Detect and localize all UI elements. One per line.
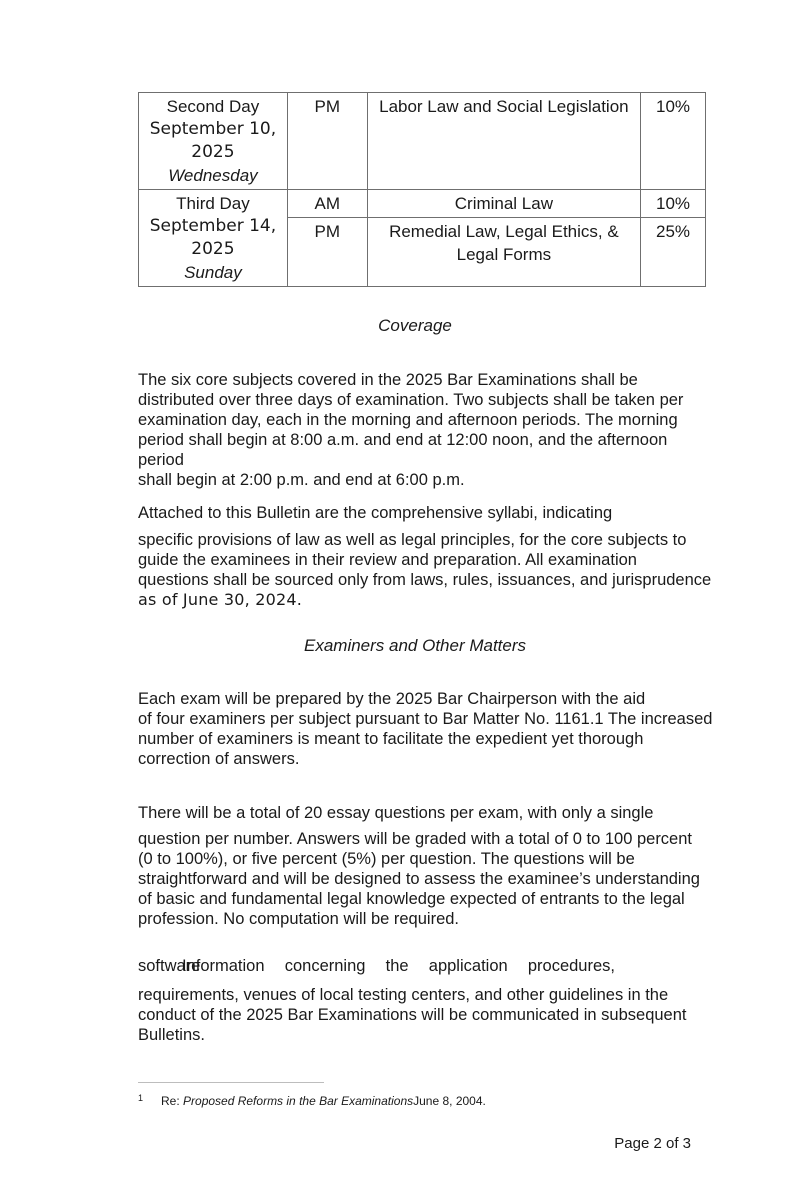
page-number: Page 2 of 3 (614, 1135, 691, 1152)
day-weekday: Wednesday (168, 166, 258, 185)
text-line: distributed over three days of examination. Two subjects shall be taken per (138, 391, 684, 409)
justified-line (138, 957, 615, 976)
overlapping-word: software (138, 957, 201, 975)
text-line: (0 to 100%), or five percent (5%) per question. The questions will be (138, 850, 635, 868)
examiners-paragraph-2-first-line (138, 803, 713, 823)
text-line: conduct of the 2025 Bar Examinations will be communicated in subsequent (138, 1006, 687, 1024)
subject-cell (367, 218, 640, 287)
subject-cell: Labor Law and Social Legislation (367, 93, 640, 190)
text-line: of basic and fundamental legal knowledge expected of entrants to the legal (138, 890, 685, 908)
day-year: 2025 (191, 142, 235, 162)
word: Information (182, 957, 265, 975)
text-line: Attached to this Bulletin are the comprehensive syllabi, indicating (138, 504, 613, 522)
text-line: Bulletins. (138, 1026, 205, 1044)
word: concerning (284, 957, 366, 975)
period-cell: PM (287, 218, 367, 287)
coverage-heading: Coverage (378, 316, 452, 335)
examiners-heading: Examiners and Other Matters (303, 636, 527, 655)
text-line: shall begin at 2:00 p.m. and end at 6:00 p.m. (138, 471, 465, 489)
text-line: straightforward and will be designed to assess the examinee’s understanding (138, 870, 700, 888)
footnote-number: 1 (138, 1093, 144, 1103)
schedule-table (138, 92, 706, 287)
examiners-paragraph-2 (138, 829, 713, 929)
word: procedures, (527, 957, 615, 975)
word: application (428, 957, 508, 975)
coverage-paragraph-1 (138, 370, 713, 490)
subject-line: Remedial Law, Legal Ethics, & (389, 222, 619, 241)
text-line: guide the examinees in their review and preparation. All examination (138, 551, 637, 569)
coverage-paragraph-2-first-line (138, 503, 713, 523)
text-line: requirements, venues of local testing centers, and other guidelines in the (138, 986, 669, 1004)
text-line: profession. No computation will be required. (138, 910, 460, 928)
examiners-paragraph-3 (138, 985, 713, 1045)
text-line: Each exam will be prepared by the 2025 Bar Chairperson with the aid (138, 690, 646, 708)
weight-cell: 10% (641, 93, 706, 190)
day-label: Second Day (166, 97, 260, 116)
day-label: Third Day (176, 194, 250, 213)
footnote (138, 1093, 486, 1108)
text-line: question per number. Answers will be graded with a total of 0 to 100 percent (138, 830, 692, 848)
text-line: number of examiners is meant to facilitate the expedient yet thorough (138, 730, 644, 748)
day-date: September 14, (149, 216, 277, 236)
day-year: 2025 (191, 239, 235, 259)
day-cell (139, 190, 288, 287)
coverage-paragraph-2 (138, 530, 713, 610)
word: the (385, 957, 409, 975)
examiners-paragraph-1 (138, 689, 713, 769)
text-line: of four examiners per subject pursuant to Bar Matter No. 1161.1 The increased (138, 710, 713, 728)
text-line: correction of answers. (138, 750, 300, 768)
text-line: questions shall be sourced only from laws, rules, issuances, and jurisprudence (138, 571, 712, 589)
subject-line: Legal Forms (456, 245, 552, 264)
footnote-prefix: Re: (161, 1094, 184, 1108)
text-line: specific provisions of law as well as legal principles, for the core subjects to (138, 531, 687, 549)
footnote-divider (138, 1082, 324, 1083)
text-line: period shall begin at 8:00 a.m. and end at 12:00 noon, and the afternoon period (138, 431, 668, 469)
footnote-title: Proposed Reforms in the Bar Examinations (183, 1094, 414, 1108)
text-line: The six core subjects covered in the 2025 Bar Examinations shall be (138, 371, 638, 389)
footnote-date: June 8, 2004. (413, 1094, 486, 1108)
table-row (139, 93, 706, 190)
day-cell (139, 93, 288, 190)
text-line: as of June 30, 2024. (138, 590, 302, 609)
text-line: There will be a total of 20 essay questions per exam, with only a single (138, 804, 654, 822)
footnote-text (161, 1094, 486, 1108)
day-date: September 10, (149, 119, 277, 139)
day-weekday: Sunday (184, 263, 242, 282)
period-cell: PM (287, 93, 367, 190)
weight-cell: 10% (641, 190, 706, 218)
period-cell: AM (287, 190, 367, 218)
text-line: examination day, each in the morning and afternoon periods. The morning (138, 411, 678, 429)
table-row (139, 190, 706, 218)
subject-cell: Criminal Law (367, 190, 640, 218)
weight-cell: 25% (641, 218, 706, 287)
